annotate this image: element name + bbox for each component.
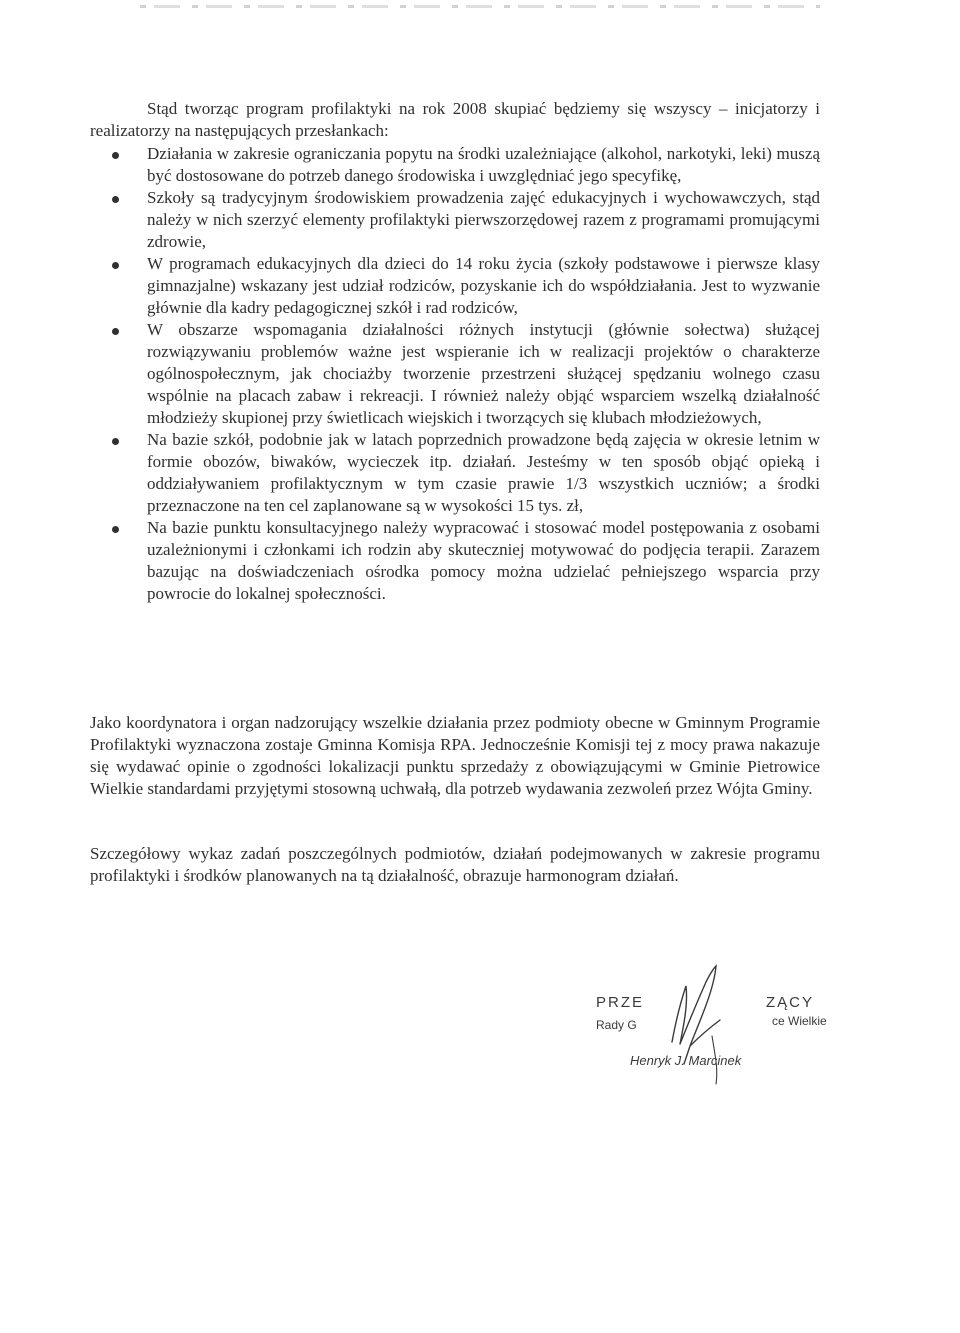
- list-item: [108, 517, 820, 605]
- list-item-text: W programach edukacyjnych dla dzieci do 14 roku życia (szkoły podstawowe i pierwsze klasy gimnazjalne) wskazany jest udział rodziców, pozyskanie ich do współdziałania. Jest to wyzwanie głównie dla kadry pedagogicznej szkół i rad rodziców,: [147, 254, 820, 317]
- handwritten-signature: [590, 960, 820, 1085]
- scan-artifact: [140, 5, 820, 8]
- list-item-text: Na bazie punktu konsultacyjnego należy wypracować i stosować model postępowania z osobami uzależnionymi i członkami ich rodzin aby skuteczniej motywować do podjęcia terapii. Zarazem bazując na doświadczeniach ośrodka pomocy można udzielać pełniejszego wsparcia przy powrocie do lokalnej społeczności.: [147, 518, 820, 603]
- stamp-council-left: Rady G: [596, 1018, 637, 1032]
- list-item-text: W obszarze wspomagania działalności różnych instytucji (głównie sołectwa) służącej rozwiązywaniu problemów ważne jest wspieranie ich w realizacji projektów o charakterze ogólnospołecznym, jak chociażby tworzenie przestrzeni służącej spędzaniu wolnego czasu wspólnie na placach zabaw i rekreacji. I również należy objąć wsparciem wszelką działalność młodzieży skupionej przy świetlicach wiejskich i tworzących się klubach młodzieżowych,: [147, 320, 820, 427]
- intro-paragraph: [90, 98, 820, 142]
- schedule-paragraph: Szczegółowy wykaz zadań poszczególnych podmiotów, działań podejmowanych w zakresie programu profilaktyki i środków planowanych na tą działalność, obrazuje harmonogram działań.: [90, 844, 820, 885]
- list-item: [108, 319, 820, 429]
- stamp-title-left: PRZE: [596, 994, 645, 1011]
- list-item-text: Na bazie szkół, podobnie jak w latach poprzednich prowadzone będą zajęcia w okresie letnim w formie obozów, biwaków, wycieczek itp. działań. Jesteśmy w ten sposób objąć opieką i oddziaływaniem profilaktycznym w tym czasie prawie 1/3 wszystkich uczniów; a środki przeznaczone na ten cel zaplanowane są w wysokości 15 tys. zł,: [147, 430, 820, 515]
- bullet-icon: [112, 196, 119, 203]
- list-item-text: Działania w zakresie ograniczania popytu na środki uzależniające (alkohol, narkotyki, leki) muszą być dostosowane do potrzeb danego środowiska i uwzględniać jego specyfikę,: [147, 144, 820, 185]
- intro-text: Stąd tworząc program profilaktyki na rok 2008 skupiać będziemy się wszyscy – inicjatorzy i realizatorzy na następujących przesłankach:: [90, 99, 820, 140]
- bullet-icon: [112, 328, 119, 335]
- list-item: [108, 253, 820, 319]
- signature-stamp: [590, 960, 827, 1085]
- coordinator-paragraph: Jako koordynatora i organ nadzorujący wszelkie działania przez podmioty obecne w Gminnym Programie Profilaktyki wyznaczona zostaje Gminna Komisja RPA. Jednocześnie Komisji tej z mocy prawa nakazuje się wydawać opinie o zgodności lokalizacji punktu sprzedaży z obowiązującymi w Gminie Pietrowice Wielkie standardami przyjętymi stosowną uchwałą, dla potrzeb wydawania zezwoleń przez Wójta Gminy.: [90, 713, 820, 798]
- bullet-icon: [112, 526, 119, 533]
- stamp-signatory: Henryk J. Marcinek: [630, 1053, 742, 1068]
- list-item-text: Szkoły są tradycyjnym środowiskiem prowadzenia zajęć edukacyjnych i wychowawczych, stąd należy w nich szerzyć elementy profilaktyki pierwszorzędowej razem z programami promującymi zdrowie,: [147, 188, 820, 251]
- bullet-icon: [112, 438, 119, 445]
- list-item: [108, 429, 820, 517]
- bullet-list: [108, 143, 820, 605]
- list-item: [108, 143, 820, 187]
- bullet-icon: [112, 152, 119, 159]
- stamp-council-right: ce Wielkie: [772, 1014, 827, 1028]
- stamp-title-right: ZĄCY: [766, 994, 815, 1011]
- bullet-icon: [112, 262, 119, 269]
- list-item: [108, 187, 820, 253]
